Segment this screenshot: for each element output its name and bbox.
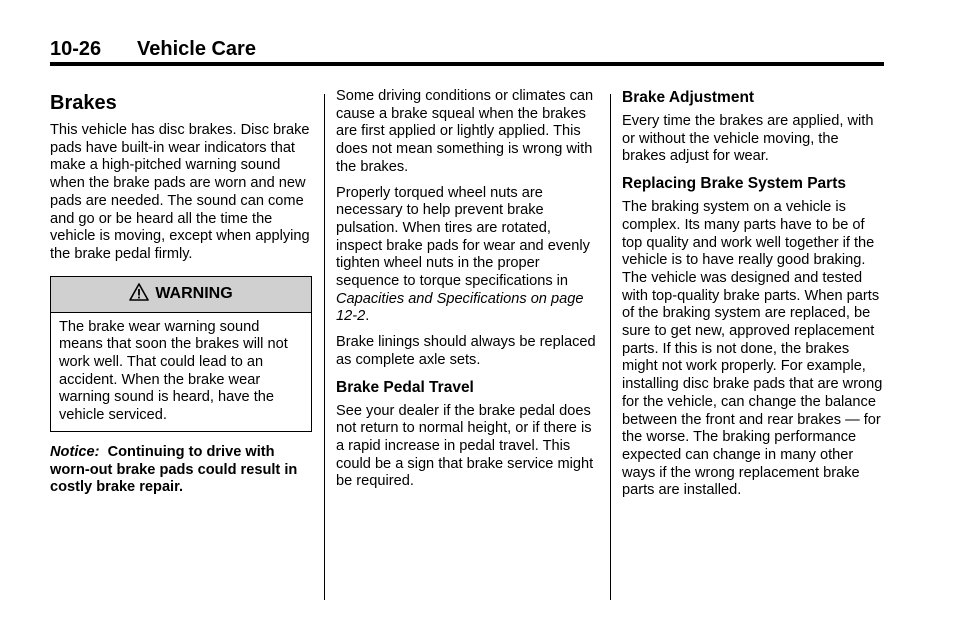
- brake-adjustment-text: Every time the brakes are applied, with or without the vehicle moving, the brakes adjust for wear.: [622, 113, 874, 165]
- torque-paragraph: [336, 185, 598, 327]
- replacing-parts-heading: Replacing Brake System Parts: [622, 175, 846, 193]
- exclamation-triangle-icon: [129, 283, 149, 306]
- warning-text: The brake wear warning sound means that soon the brakes will not work well. That could lead to an accident. When the brake wear warning sound is heard, have the vehicle serviced.: [59, 318, 288, 424]
- page-header: [50, 38, 884, 66]
- warning-box: [50, 276, 312, 432]
- notice: [50, 444, 312, 497]
- pedal-travel-text: See your dealer if the brake pedal does not return to normal height, or if there is a rapid increase in pedal travel. This could be a sign that brake service might be required.: [336, 402, 594, 490]
- warning-body: [51, 313, 311, 431]
- torque-end: .: [365, 308, 370, 325]
- capacities-reference: Capacities and Specifications on page 12-2: [336, 290, 584, 325]
- column-divider-1: [324, 94, 325, 600]
- column-2: [336, 88, 598, 499]
- linings-paragraph: Brake linings should always be replaced as complete axle sets.: [336, 334, 596, 368]
- column-1: [50, 88, 312, 505]
- torque-text: Properly torqued wheel nuts are necessary to help prevent brake pulsation. When tires are rotated, inspect brake pads for wear and evenly tighten wheel nuts in the proper sequence to torque specifications in: [336, 184, 590, 290]
- replacing-parts-text: The braking system on a vehicle is complex. Its many parts have to be of top quality and work well together if the vehicle is to have really good braking. The vehicle was designed and tested with top-quality brake parts. When parts of the braking system are replaced, be sure to get new, approved replacement parts. If this is not done, the brakes might not work properly. For example, installing disc brake pads that are wrong for the vehicle, can change the balance between the front and rear brakes — for the worse. The braking performance expected can change in many other ways if the wrong replacement brake parts are installed.: [622, 199, 883, 499]
- page-number: 10-26: [50, 38, 102, 60]
- pedal-travel-heading: Brake Pedal Travel: [336, 378, 474, 396]
- column-3: [622, 88, 884, 508]
- notice-text: Continuing to drive with worn-out brake pads could result in costly brake repair.: [50, 443, 298, 496]
- section-title: Vehicle Care: [137, 38, 256, 60]
- column-divider-2: [610, 94, 611, 600]
- brake-adjustment-heading: Brake Adjustment: [622, 89, 755, 106]
- brakes-title: Brakes: [50, 92, 117, 114]
- warning-header: [51, 277, 311, 313]
- squeal-paragraph: Some driving conditions or climates can cause a brake squeal when the brakes are first applied or lightly applied. This does not mean something is wrong with the brakes.: [336, 88, 594, 175]
- brakes-intro: This vehicle has disc brakes. Disc brake pads have built-in wear indicators that make a high-pitched warning sound when the brake pads are worn and new pads are needed. The sound can come and go or be heard all the time the vehicle is moving, except when applying the brake pedal firmly.: [50, 122, 310, 262]
- notice-label: Notice:: [50, 443, 100, 460]
- warning-label: WARNING: [155, 285, 233, 303]
